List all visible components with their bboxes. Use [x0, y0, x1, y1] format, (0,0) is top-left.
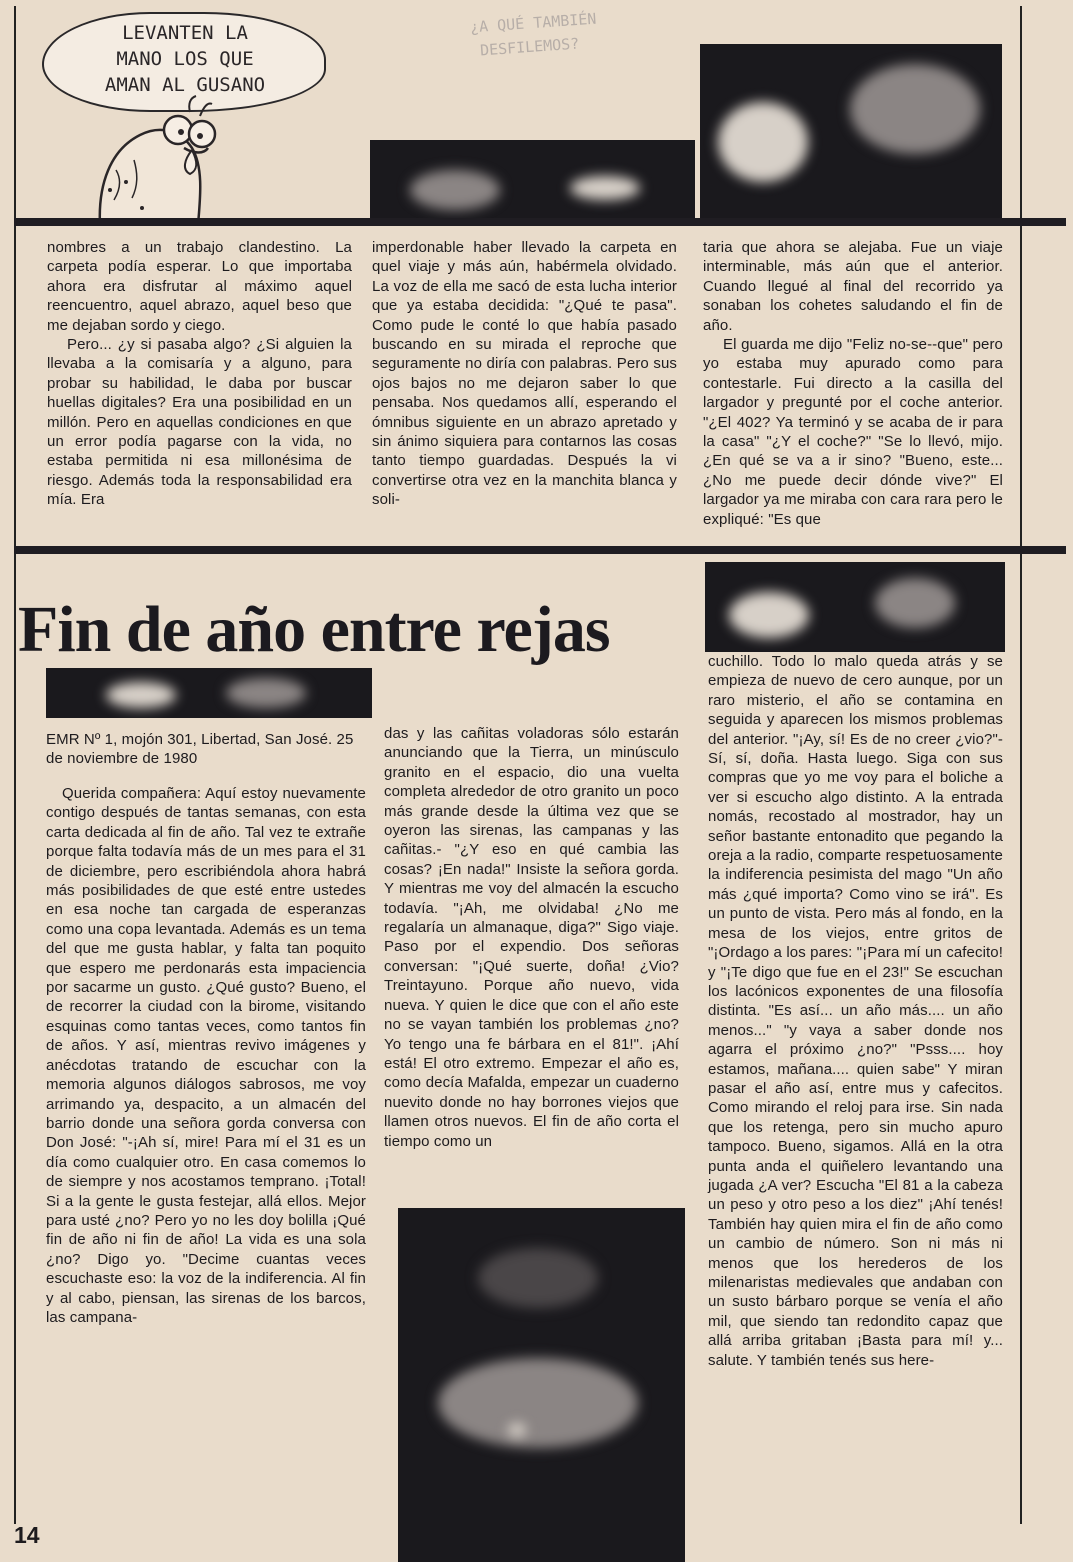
- paragraph: Querida compañera: Aquí estoy nuevamente contigo después de tantas semanas, con esta carta dedicada al fin de año. Tal vez te extrañe porque falta todavía más de un mes para el 31 de diciembre, pero escribiéndola ahora habrá más posibilidades de que esté entre ustedes en esa noche tan cargada de esperanzas como una copa levantada. Además es un tema del que me gusta hablar, y falta tan poquito que espero me perdonarás esta impaciencia por sacarme un gusto. ¿Qué gusto? Bueno, el de recorrer la ciudad con la birome, visitando esquinas como tantas veces, como tantos fin de años. Y así, mientras revivo imágenes y anécdotas tratando de escuchar con la memoria algunos diálogos sabrosos, me voy arrimando ya, despacito, a un almacén del barrio donde una señora gorda conversa con Don José: "-¡Ah sí, mire! Para mí el 31 es un día como cualquier otro. En casa comemos lo de siempre y nos acostamos temprano. ¡Total! Si a la gente le gusta festejar, allá ellos. Mejor para usté ¿no? Pero yo no les doy bolilla ¡Qué fin de año ni fin de año! La vida es una sola ¿no? Digo yo. "Decime cuantas veces escuchaste eso: la voz de la indiferencia. Al fin y al cabo, piensan, las sirenas de los barcos, las campana-: [46, 785, 366, 1326]
- photo-face-top: [700, 44, 1002, 219]
- paragraph: cuchillo. Todo lo malo queda atrás y se empieza de nuevo de cero aunque, por un raro misterio, el año se contamina en seguida y aparecen los mismos problemas del anterior. "¡Ay, sí! Es de no creer ¿vio?"- Sí, sí, doña. Hasta luego. Siga con sus compras que yo me voy para el boliche a ver si escucho algo distinto. A la entrada nomás, recostado al mostrador, hay un señor bastante entonadito que pegando la oreja a la radio, comparte respetuosamente la indiferencia pesimista del mago "Un año más ¿qué importa? Como vino se irá". Es un punto de vista. Pero más al fondo, en la mesa de los viejos, entre gritos de "¡Ordago a los pares: "¡Para mí un cafecito! y "¡Te digo que fue en el 23!" Se escuchan los lacónicos exponentes de una filosofía distinta. "Es así... un año más.... un año menos..." "y vaya a saber donde nos agarra el próximo ¿no?" "Psss.... hoy estamos, mañana.... quien sabe" Y miran pasar el año así, entre mus y cafecitos. Como mirando el reloj para irse. Sin nada que los retenga, pero sin mucho apuro tampoco. Bueno, sigamos. Allá en la otra punta anda el quiñelero levantando una jugada ¿A ver? Escucha "El 81 a la cabeza un peso y otro peso a los diez" ¡Ahí tenés! También hay quien mira el fin de año como un cambio de número. Son ni más ni menos que los herederos de los milenaristas medievales que andaban con un susto bárbaro porque se venía el año mil, que siendo tan redondito capaz que allá arriba gritaban ¡Basta para mí! y... salute. Y también tenés sus here-: [708, 653, 1003, 1369]
- paragraph: imperdonable haber llevado la carpeta en quel viaje y más aún, habérmela olvidado. La voz de ella me sacó de esta lucha interior que ya estaba decidida: "¿Qué te pasa". Como pude le conté lo que había pasado buscando en su mirada el reproche que seguramente no diría con palabras. Pero sus ojos bajos no me dejaron saber lo que pensaba. Nos quedamos allí, esperando el ómnibus siguiente en un abrazo apretado y sin ánimo siquiera para contarnos las cosas tanto tiempo guardadas. Después la vi convertirse otra vez en la manchita blanca y soli-: [372, 239, 677, 509]
- photo-hands-top: [370, 140, 695, 218]
- speech-bubble-text: [60, 20, 310, 98]
- top-story-column-2: [372, 238, 677, 510]
- divider-rule-top: [14, 218, 1066, 226]
- bleed-text-2: DESFILEMOS?: [479, 34, 580, 60]
- top-story-column-1: [47, 238, 352, 510]
- top-story-column-3: [703, 238, 1003, 529]
- paragraph: das y las cañitas voladoras sólo estarán anunciando que la Tierra, un minúsculo granito en el espacio, dio una vuelta completa alrededor de otro granito un poco más grande desde la última vez que se oyeron las sirenas, las campanas y las cañitas.- "¿Y eso en qué cambia las cosas? ¡En nada!" Insiste la señora gorda. Y mientras me voy del almacén la escucho todavía. "¡Ah, me olvidaba! ¿No me regalaría un almanaque, diga?" Sigo viaje. Paso por el expendio. Dos señoras conversan: "¡Qué suerte, doña! ¿Vio? Treintayuno. Porque año nuevo, vida nueva. Y quien le dice que con el año este no se vayan también los problemas ¿no? Yo tengo una fe bárbara en el 81!". ¡Ahí está! El otro extremo. Empezar el año es, como decía Mafalda, empezar un cuaderno nuevito donde no hay borrones viejos que llamen otros nuevos. El fin de año corta el tiempo como un: [384, 725, 679, 1150]
- paragraph: Pero... ¿y si pasaba algo? ¿Si alguien la llevaba a la comisaría y a alguno, para probar su habilidad, le daba por buscar huellas digitales? Era una posibilidad en un millón. Pero en aquellas condiciones en que un error podía pagarse con la vida, no estaba permitida ni esa millonésima de riesgo. Además toda la responsabilidad era mía. Era: [47, 336, 352, 509]
- article-dateline: EMR Nº 1, mojón 301, Libertad, San José. 25 de noviembre de 1980: [46, 731, 354, 768]
- article-column-2: [384, 724, 679, 1151]
- speech-line-3: AMAN AL GUSANO: [104, 74, 266, 96]
- page-number: 14: [14, 1522, 40, 1548]
- paragraph: taria que ahora se alejaba. Fue un viaje interminable, más aún que el anterior. Cuando llegué al final del recorrido ya sonaban los cohetes saludando el fin de año.: [703, 239, 1003, 334]
- worm-cartoon-illustration: [80, 90, 230, 225]
- photo-face-article: [705, 562, 1005, 652]
- paragraph: nombres a un trabajo clandestino. La carpeta podía esperar. Lo que importaba ahora era disfrutar al máximo aquel reencuentro, aquel abrazo, aquel beso que me dejaban sordo y ciego.: [47, 239, 352, 334]
- bleed-text-1: ¿A QUÉ TAMBIÉN: [469, 9, 597, 37]
- speech-line-1: LEVANTEN LA: [122, 22, 248, 44]
- photo-mouth-bottom: [398, 1208, 685, 1562]
- speech-line-2: MANO LOS QUE: [116, 48, 254, 70]
- photo-hands-headline: [46, 668, 372, 718]
- paragraph: El guarda me dijo "Feliz no-se--que" pero yo estaba muy apurado como para contestarle. Fui directo a la casilla del largador y pregunté por el coche anterior. "¿El 402? Ya terminó y se acaba de ir para la casa" "¿Y el coche?" "Se lo llevó, mijo. ¿En qué se va a ir sino? "Bueno, este... ¿No me puede decir dónde vive?" El largador ya me miraba con cara rara pero le expliqué: "Es que: [703, 336, 1003, 528]
- article-column-3: [708, 652, 1003, 1370]
- article-headline: Fin de año entre rejas: [18, 593, 610, 666]
- divider-rule-middle: [14, 546, 1066, 554]
- article-column-1: [46, 784, 366, 1327]
